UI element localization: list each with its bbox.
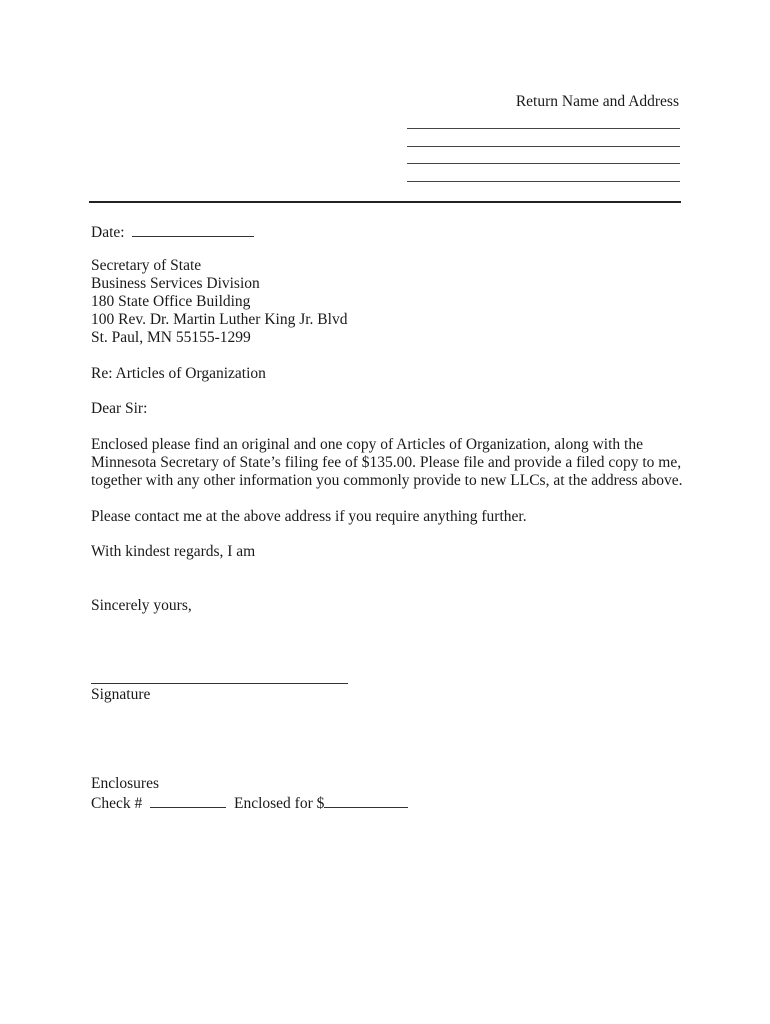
subject-line: Re: Articles of Organization	[91, 365, 266, 382]
enclosed-amount-field[interactable]	[324, 793, 408, 808]
recipient-line-5: St. Paul, MN 55155-1299	[91, 329, 251, 346]
return-address-line-4[interactable]	[407, 181, 680, 182]
recipient-line-3: 180 State Office Building	[91, 293, 251, 310]
recipient-address	[91, 257, 347, 347]
regards-line: With kindest regards, I am	[91, 543, 256, 560]
check-number-label: Check #	[91, 795, 143, 812]
recipient-line-1: Secretary of State	[91, 257, 202, 274]
recipient-line-4: 100 Rev. Dr. Martin Luther King Jr. Blvd	[91, 311, 348, 328]
enclosures-heading: Enclosures	[91, 775, 160, 792]
recipient-line-2: Business Services Division	[91, 275, 260, 292]
enclosures-block	[91, 775, 408, 813]
body-line-2: Minnesota Secretary of State’s filing fee of $135.00. Please file and provide a filed copy to me,	[91, 454, 682, 471]
body-paragraph	[91, 436, 682, 490]
enclosures-check-row	[91, 793, 408, 813]
signature-label: Signature	[91, 686, 151, 703]
body-line-1: Enclosed please find an original and one copy of Articles of Organization, along with the	[91, 436, 643, 453]
enclosed-amount-label: Enclosed for $	[233, 795, 325, 812]
header-divider	[89, 201, 681, 203]
closing: Sincerely yours,	[91, 597, 192, 614]
return-address-line-3[interactable]	[407, 163, 680, 164]
contact-sentence: Please contact me at the above address if you require anything further.	[91, 508, 527, 525]
body-line-3: together with any other information you commonly provide to new LLCs, at the address above.	[91, 472, 683, 489]
date-row	[91, 222, 254, 242]
date-field[interactable]	[132, 222, 254, 237]
signature-line[interactable]	[91, 683, 348, 684]
check-number-field[interactable]	[150, 793, 226, 808]
salutation: Dear Sir:	[91, 400, 148, 417]
return-address-line-1[interactable]	[407, 128, 680, 129]
date-label: Date:	[91, 224, 125, 241]
return-address-line-2[interactable]	[407, 146, 680, 147]
return-address-heading: Return Name and Address	[515, 93, 679, 110]
